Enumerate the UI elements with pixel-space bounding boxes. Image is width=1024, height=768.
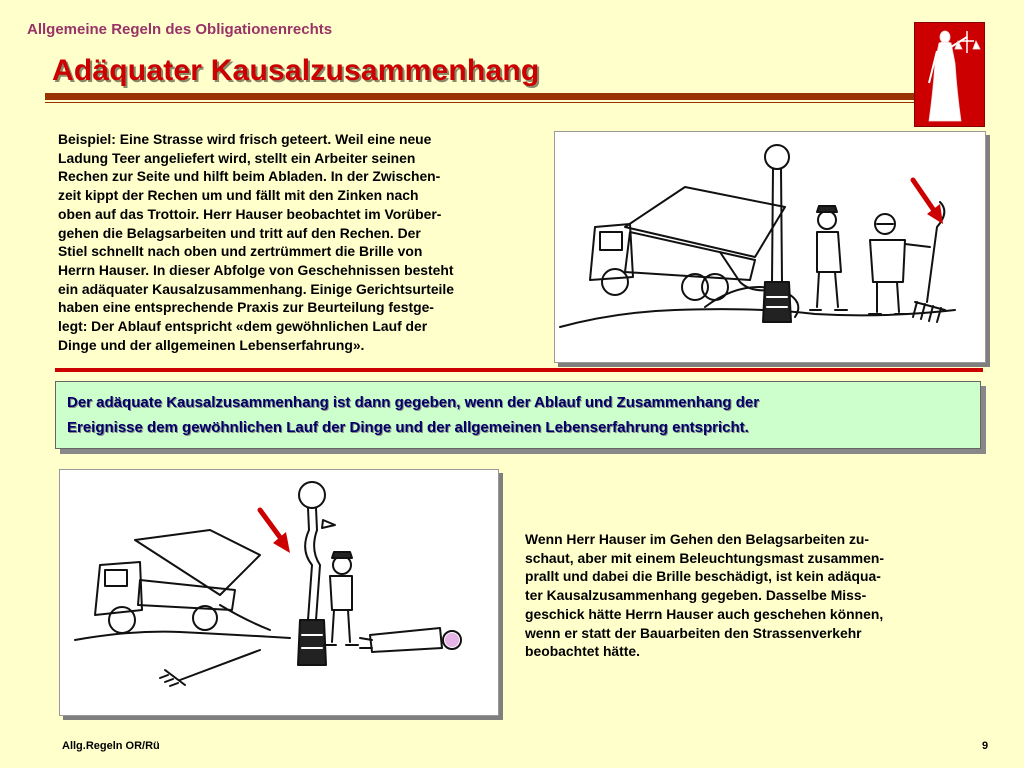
conclusion-line: prallt und dabei die Brille beschädigt, ist kein adäqua- <box>525 568 881 585</box>
conclusion-line: wenn er statt der Bauarbeiten den Strassenverkehr <box>525 624 862 641</box>
definition-box <box>55 381 981 449</box>
rake-accident-illustration <box>554 131 986 363</box>
footer-label: Allg.Regeln OR/Rü <box>62 740 160 752</box>
slide-title: Adäquater Kausalzusammenhang <box>52 54 540 87</box>
example-line: Rechen zur Seite und hilft beim Abladen. In der Zwischen- <box>58 168 441 185</box>
conclusion-line: geschick hätte Herrn Hauser auch geschehen können, <box>525 605 884 622</box>
dump-truck-icon <box>95 530 270 633</box>
rake-icon <box>160 650 260 686</box>
example-line: Ladung Teer angeliefert wird, stellt ein Arbeiter seinen <box>58 149 416 166</box>
lamppost-collision-illustration <box>59 469 499 716</box>
example-line: zeit kippt der Rechen um und fällt mit den Zinken nach <box>58 187 419 204</box>
example-text <box>58 130 533 354</box>
ground-line <box>75 632 290 640</box>
red-arrow-icon <box>913 180 943 224</box>
example-line: Beispiel: Eine Strasse wird frisch geteert. Weil eine neue <box>58 131 432 147</box>
definition-line: Ereignisse dem gewöhnlichen Lauf der Dinge und der allgemeinen Lebenserfahrung entspricht. <box>67 419 749 436</box>
worker-figure <box>810 206 847 310</box>
injury-mark <box>445 633 459 647</box>
example-line: legt: Der Ablauf entspricht «dem gewöhnlichen Lauf der <box>58 318 428 335</box>
conclusion-line: schaut, aber mit einem Beleuchtungsmast zusammen- <box>525 549 884 566</box>
justitia-icon <box>915 23 984 126</box>
worker-figure <box>324 552 358 645</box>
example-line: Dinge und der allgemeinen Lebenserfahrung». <box>58 336 365 353</box>
title-rule-thin <box>45 102 985 103</box>
example-line: Stiel schnellt nach oben und zertrümmert die Brille von <box>58 243 423 260</box>
conclusion-line: ter Kausalzusammenhang gegeben. Dasselbe Miss- <box>525 587 867 604</box>
example-line: gehen die Belagsarbeiten und tritt auf den Rechen. Der <box>58 224 421 241</box>
ground-line <box>560 309 955 327</box>
herr-hauser-figure <box>869 214 930 314</box>
conclusion-line: beobachtet hätte. <box>525 643 640 660</box>
example-line: Herrn Hauser. In dieser Abfolge von Geschehnissen besteht <box>58 261 454 278</box>
justitia-logo <box>914 22 985 127</box>
example-line: oben auf das Trottoir. Herr Hauser beobachtet im Vorüber- <box>58 205 442 222</box>
title-rule <box>45 93 985 100</box>
conclusion-text <box>525 530 965 661</box>
red-arrow-icon <box>260 510 290 553</box>
example-line: ein adäquater Kausalzusammenhang. Einige Gerichtsurteile <box>58 280 454 297</box>
definition-line: Der adäquate Kausalzusammenhang ist dann gegeben, wenn der Ablauf und Zusammenhang der <box>67 394 760 411</box>
example-line: haben eine entsprechende Praxis zur Beurteilung festge- <box>58 299 434 316</box>
section-divider <box>55 368 983 372</box>
conclusion-line: Wenn Herr Hauser im Gehen den Belagsarbeiten zu- <box>525 531 870 547</box>
course-title: Allgemeine Regeln des Obligationenrechts <box>27 21 333 38</box>
definition-text <box>67 390 970 440</box>
dump-truck-icon <box>590 187 785 300</box>
lamppost-icon <box>298 482 335 665</box>
page-number: 9 <box>982 740 989 752</box>
lamppost-icon <box>763 145 791 322</box>
